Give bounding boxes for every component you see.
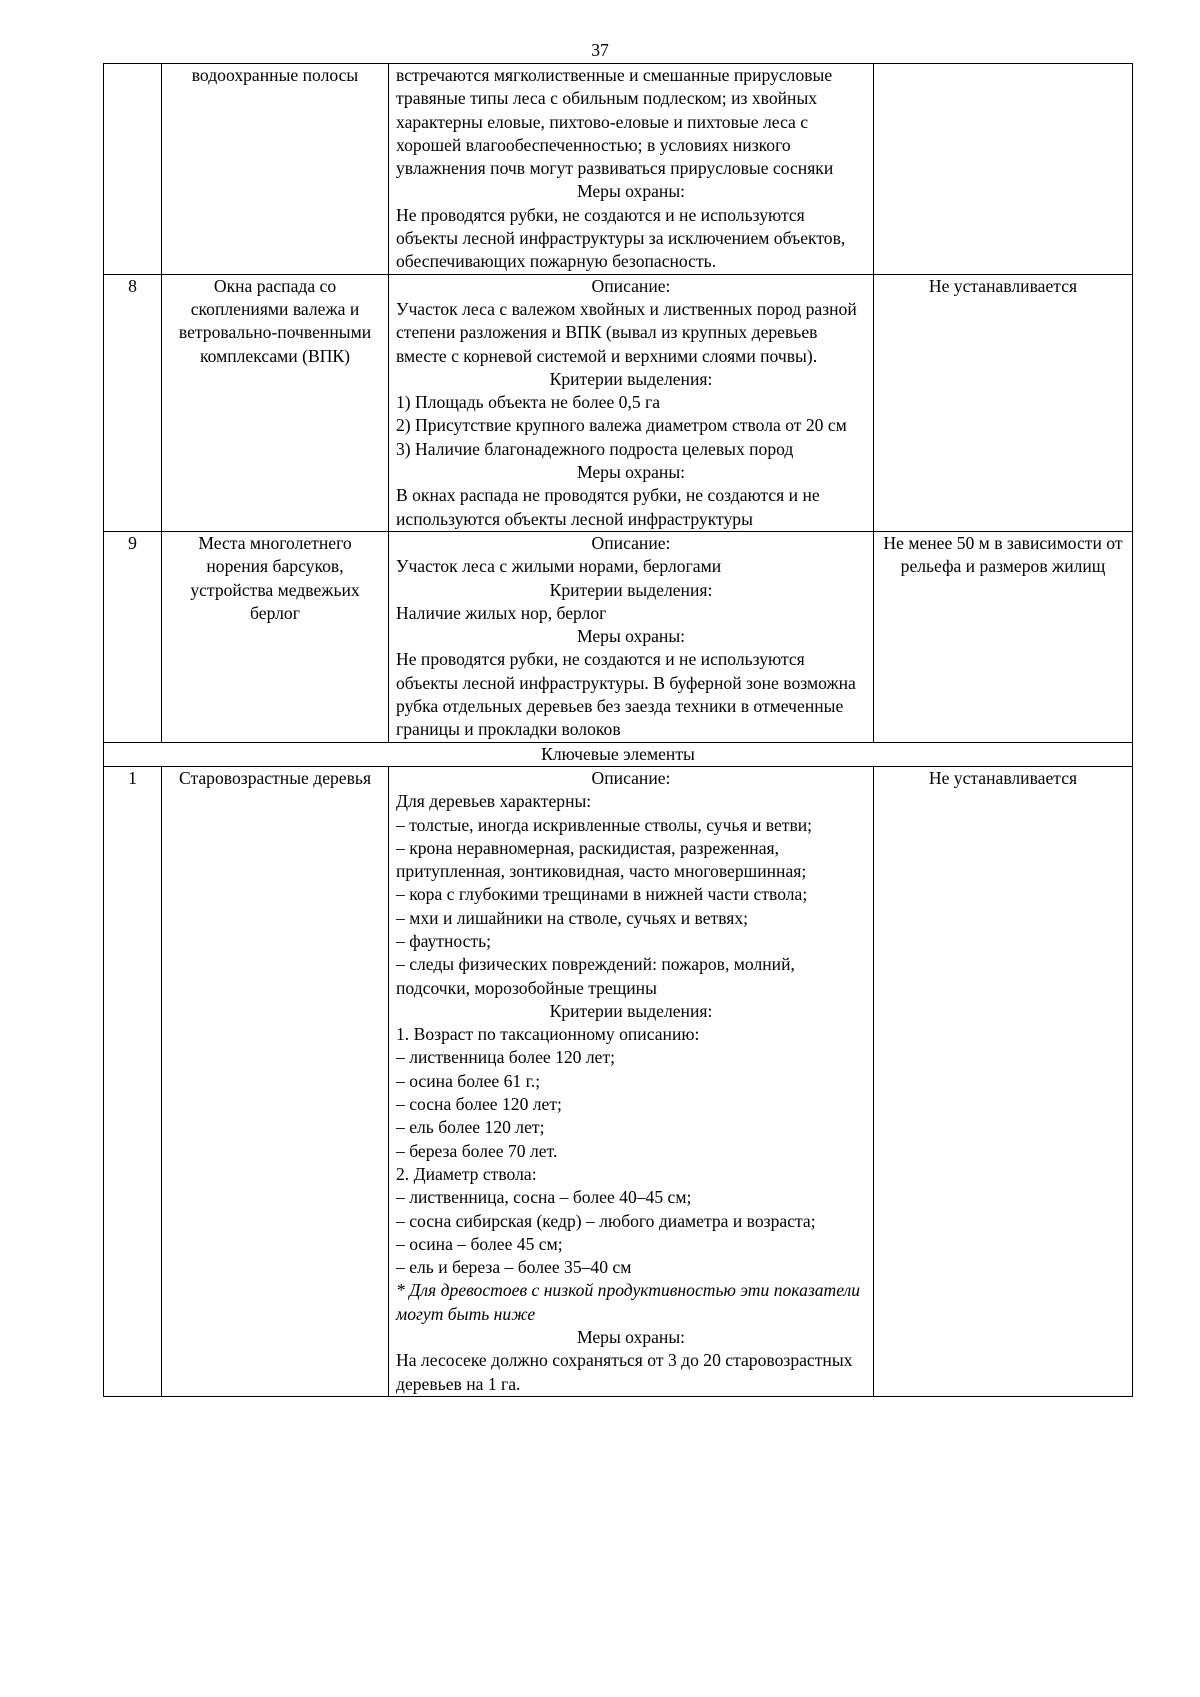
description-line: 2) Присутствие крупного валежа диаметром ствола от 20 см bbox=[396, 415, 847, 436]
table-body-key-elements bbox=[104, 766, 1133, 1396]
row-number: 1 bbox=[104, 766, 162, 1396]
description-line: – фаутность; bbox=[396, 930, 492, 951]
description-heading: Меры охраны: bbox=[576, 626, 686, 647]
row-number: 9 bbox=[104, 531, 162, 742]
description-line: Не проводятся рубки, не создаются и не используются объекты лесной инфраструктуры за исключением объектов, обеспечивающих пожарную безопасность. bbox=[396, 204, 846, 272]
object-description bbox=[389, 274, 874, 531]
buffer-zone bbox=[874, 64, 1133, 275]
key-habitats-table bbox=[103, 63, 1133, 1397]
description-line: В окнах распада не проводятся рубки, не создаются и не используются объекты лесной инфраструктуры bbox=[396, 485, 820, 529]
description-line: Для деревьев характерны: bbox=[396, 791, 592, 812]
description-heading: Описание: bbox=[591, 767, 671, 788]
description-line: 3) Наличие благонадежного подроста целевых пород bbox=[396, 438, 794, 459]
description-line: 1) Площадь объекта не более 0,5 га bbox=[396, 392, 661, 413]
description-line: Участок леса с валежом хвойных и лиственных пород разной степени разложения и ВПК (вывал из крупных деревьев вместе с корневой системой и верхними слоями почвы). bbox=[396, 298, 857, 366]
object-description bbox=[389, 64, 874, 275]
row-number bbox=[104, 64, 162, 275]
description-line: – крона неравномерная, раскидистая, разреженная, притупленная, зонтиковидная, часто многовершинная; bbox=[396, 837, 807, 882]
description-line: – следы физических повреждений: пожаров, молний, подсочки, морозобойные трещины bbox=[396, 954, 795, 998]
description-line: Наличие жилых нор, берлог bbox=[396, 602, 607, 623]
description-line: Не проводятся рубки, не создаются и не используются объекты лесной инфраструктуры. В буферной зоне возможна рубка отдельных деревьев без заезда техники в отмеченные границы и прокладки волоков bbox=[396, 649, 856, 740]
description-note: * Для древостоев с низкой продуктивностью эти показатели могут быть ниже bbox=[396, 1280, 861, 1324]
description-line: – осина – более 45 см; bbox=[396, 1233, 563, 1254]
description-line: – ель более 120 лет; bbox=[396, 1117, 545, 1138]
object-name: Окна распада со скоплениями валежа и ветровально-почвенными комплексами (ВПК) bbox=[162, 274, 389, 531]
object-description bbox=[389, 531, 874, 742]
description-line: Участок леса с жилыми норами, берлогами bbox=[396, 556, 722, 577]
description-heading: Меры охраны: bbox=[576, 462, 686, 483]
page-number: 37 bbox=[591, 40, 609, 60]
description-line: – толстые, иногда искривленные стволы, сучья и ветви; bbox=[396, 814, 813, 835]
description-heading: Меры охраны: bbox=[576, 181, 686, 202]
description-heading: Описание: bbox=[591, 275, 671, 296]
object-name: Старовозрастные деревья bbox=[162, 766, 389, 1396]
object-name: водоохранные полосы bbox=[162, 64, 389, 275]
table-row bbox=[104, 64, 1133, 275]
description-line: – сосна сибирская (кедр) – любого диаметра и возраста; bbox=[396, 1210, 816, 1231]
description-line: – лиственница более 120 лет; bbox=[396, 1047, 616, 1068]
table-body bbox=[104, 64, 1133, 743]
description-line: – ель и береза – более 35–40 см bbox=[396, 1257, 632, 1278]
buffer-zone: Не устанавливается bbox=[874, 766, 1133, 1396]
description-line: – кора с глубокими трещинами в нижней части ствола; bbox=[396, 884, 808, 905]
object-description bbox=[389, 766, 874, 1396]
section-title: Ключевые элементы bbox=[104, 742, 1133, 766]
section-row bbox=[104, 742, 1133, 766]
description-heading: Критерии выделения: bbox=[549, 579, 713, 600]
description-line: На лесосеке должно сохраняться от 3 до 20 старовозрастных деревьев на 1 га. bbox=[396, 1350, 853, 1394]
row-number: 8 bbox=[104, 274, 162, 531]
description-line: – лиственница, сосна – более 40–45 см; bbox=[396, 1187, 692, 1208]
buffer-zone: Не менее 50 м в зависимости от рельефа и размеров жилищ bbox=[874, 531, 1133, 742]
description-line: – береза более 70 лет. bbox=[396, 1140, 558, 1161]
description-line: – сосна более 120 лет; bbox=[396, 1094, 562, 1115]
table-row bbox=[104, 274, 1133, 531]
buffer-zone: Не устанавливается bbox=[874, 274, 1133, 531]
description-line: 1. Возраст по таксационному описанию: bbox=[396, 1024, 700, 1045]
description-line: 2. Диаметр ствола: bbox=[396, 1163, 537, 1184]
table-row bbox=[104, 766, 1133, 1396]
description-line: – осина более 61 г.; bbox=[396, 1070, 541, 1091]
description-line: встречаются мягколиственные и смешанные прирусловые травяные типы леса с обильным подлеском; из хвойных характерны еловые, пихтово-еловые и пихтовые леса с хорошей влагообеспеченностью; в условиях низкого увлажнения почв могут развиваться прирусловые сосняки bbox=[396, 65, 834, 179]
object-name: Места многолетнего норения барсуков, устройства медвежьих берлог bbox=[162, 531, 389, 742]
description-heading: Описание: bbox=[591, 532, 671, 553]
description-heading: Меры охраны: bbox=[576, 1327, 686, 1348]
description-line: – мхи и лишайники на стволе, сучьях и ветвях; bbox=[396, 907, 749, 928]
description-heading: Критерии выделения: bbox=[549, 368, 713, 389]
description-heading: Критерии выделения: bbox=[549, 1000, 713, 1021]
table-row bbox=[104, 531, 1133, 742]
